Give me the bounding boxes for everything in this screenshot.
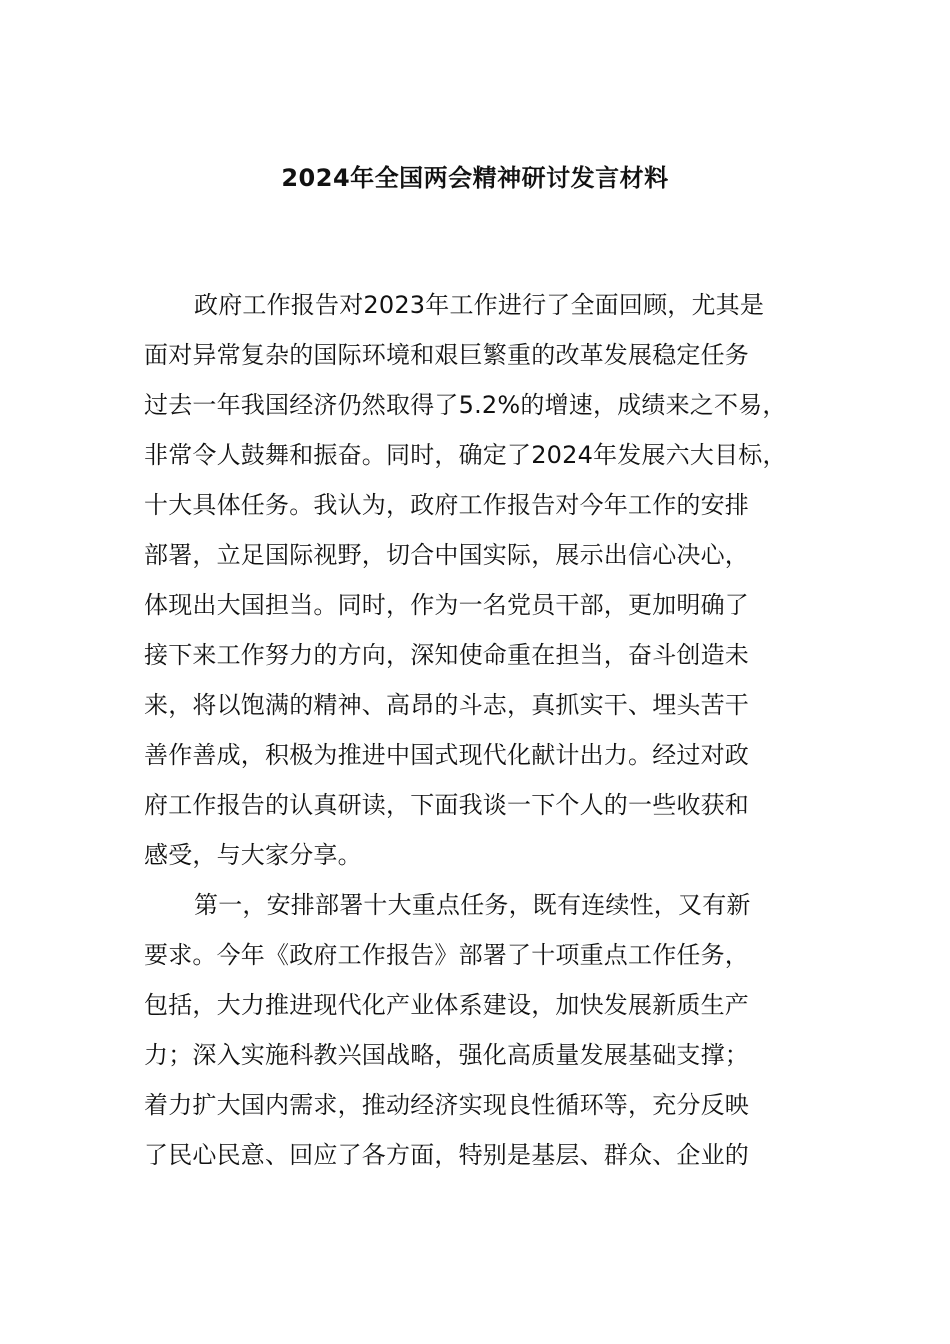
paragraph-2-line-1: 第一，安排部署十大重点任务，既有连续性，又有新: [194, 891, 751, 919]
paragraph-2-line-5: 着力扩大国内需求，推动经济实现良性循环等，充分反映: [144, 1091, 749, 1119]
document-title: 2024年全国两会精神研讨发言材料: [281, 164, 669, 192]
paragraph-1-line-6: 部署，立足国际视野，切合中国实际，展示出信心决心，: [144, 541, 749, 569]
paragraph-1-line-3: 过去一年我国经济仍然取得了5.2%的增速，成绩来之不易，: [144, 391, 787, 419]
paragraph-2-line-4: 力；深入实施科教兴国战略，强化高质量发展基础支撑；: [144, 1041, 749, 1069]
paragraph-1-line-2: 面对异常复杂的国际环境和艰巨繁重的改革发展稳定任务: [144, 341, 749, 369]
paragraph-1-line-5: 十大具体任务。我认为，政府工作报告对今年工作的安排: [144, 491, 749, 519]
paragraph-2-line-3: 包括，大力推进现代化产业体系建设，加快发展新质生产: [144, 991, 749, 1019]
paragraph-2-line-2: 要求。今年《政府工作报告》部署了十项重点工作任务，: [144, 941, 749, 969]
paragraph-1-line-8: 接下来工作努力的方向，深知使命重在担当，奋斗创造未: [144, 641, 749, 669]
paragraph-1-line-1: 政府工作报告对2023年工作进行了全面回顾，尤其是: [194, 291, 765, 319]
paragraph-1-line-12: 感受，与大家分享。: [144, 841, 362, 869]
paragraph-2-line-6: 了民心民意、回应了各方面，特别是基层、群众、企业的: [144, 1141, 749, 1169]
paragraph-1-line-7: 体现出大国担当。同时，作为一名党员干部，更加明确了: [144, 591, 749, 619]
document-body: [144, 280, 844, 1180]
paragraph-1-line-10: 善作善成，积极为推进中国式现代化献计出力。经过对政: [144, 741, 749, 769]
paragraph-1-line-4: 非常令人鼓舞和振奋。同时，确定了2024年发展六大目标，: [144, 441, 787, 469]
paragraph-1-line-11: 府工作报告的认真研读，下面我谈一下个人的一些收获和: [144, 791, 749, 819]
paragraph-1-line-9: 来，将以饱满的精神、高昂的斗志，真抓实干、埋头苦干: [144, 691, 749, 719]
